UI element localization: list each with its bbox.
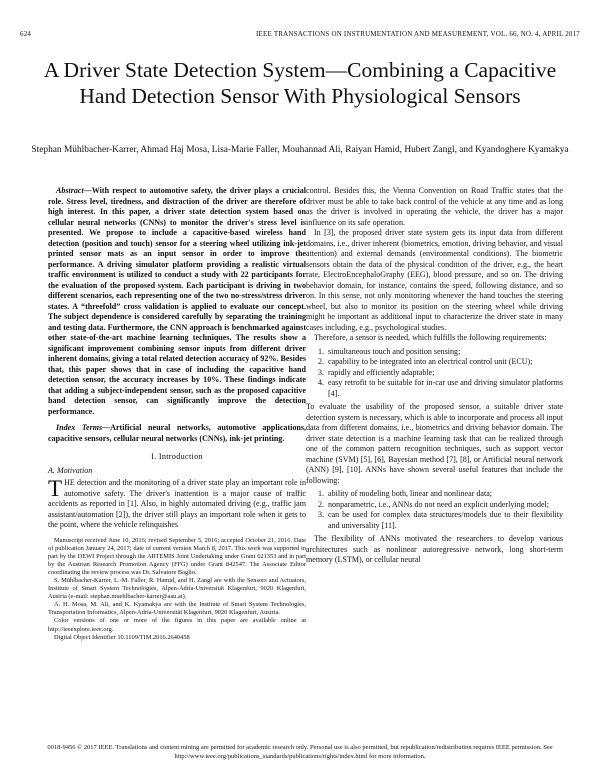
list-item: 3. can be used for complex data structures/models due to their flexibility and universality [11]. bbox=[326, 510, 563, 531]
list-item: 2. nonparametric, i.e., ANNs do not need an explicit underlying model; bbox=[326, 500, 563, 511]
body-paragraph-2: In [3], the proposed driver state system gets its input data from different domains, i.e., driver inherent (biometrics, emotion, driving behavior, and visual attention) and external demands (environmental conditions). The biometric sensors obtain the data of the physical condition of the driver, e.g., the heart rate, ElectroEncephaloGraphy (EEG), blood pressure, and so on. The driving behavior domain, for instance, contains the speed, following distance, and so on. In this sense, not only monitoring whenever the hand touches the steering wheel, but also to monitor its position on the steering wheel while driving might be important as additional input to characterize the driver state in many cases including, e.g., psychological studies. bbox=[306, 228, 563, 332]
list-item: 3. rapidly and efficiently adaptable; bbox=[326, 368, 563, 379]
intro-paragraph bbox=[48, 478, 306, 531]
right-column bbox=[306, 186, 563, 566]
requirements-list bbox=[306, 347, 563, 400]
footnote-manuscript: Manuscript received June 10, 2016; revised September 5, 2016; accepted October 21, 2016. Date of publication January 24, 2017; date of current version March 8, 2017. This work was supported in part by the DEWI Project through the ARTEMIS Joint Undertaking under Grant 621353 and in part by the Austrian Research Promotion Agency (FFG) under Grant 842547. The Associate Editor coordinating the review process was Dr. Salvatore Baglio. bbox=[48, 536, 306, 576]
footnotes bbox=[48, 537, 306, 642]
footnote-color: Color versions of one or more of the figures in this paper are available online at http://ieeexplore.ieee.org. bbox=[48, 617, 306, 633]
journal-header: IEEE TRANSACTIONS ON INSTRUMENTATION AND MEASUREMENT, VOL. 66, NO. 4, APRIL 2017 bbox=[256, 30, 580, 38]
body-paragraph-5: The flexibility of ANNs motivated the researchers to develop various architectures such as nonlinear autoregressive network, long short-term memory (LSTM), or cellular neural bbox=[306, 534, 563, 564]
abstract: Abstract—With respect to automotive safety, the driver plays a crucial role. Stress level, tiredness, and distraction of the driver are therefore of high interest. In this paper, a driver state detection system based on cellular neural networks (CNNs) to monitor the driver's stress level is presented. We propose to include a capacitive-based wireless hand detection (position and touch) sensor for a steering wheel utilizing ink-jet printed sensor mats as an input sensor in order to improve the performance. A driving simulator platform providing a realistic virtual traffic environment is utilized to conduct a study with 22 participants for the evaluation of the proposed system. Each participant is driving in two different scenarios, each representing one of the two no-stress/stress driver states. A “threefold” cross validation is applied to evaluate our concept. The subject dependence is considered carefully by separating the training and testing data. Furthermore, the CNN approach is benchmarked against other state-of-the-art machine learning techniques. The results show a significant improvement combining sensor inputs from different driver inherent domains, giving a total related detection accuracy of 92%. Besides that, this paper shows that in case of including the capacitive hand detection sensor, the accuracy increases by 10%. These findings indicate that adding a subject-independent sensor, such as the proposed capacitive hand detection sensor, can significantly improve the detection performance. bbox=[48, 186, 306, 416]
subsection-heading: A. Motivation bbox=[48, 465, 93, 475]
abstract-label: Abstract bbox=[56, 186, 84, 195]
intro-text: HE detection and the monitoring of a driver state play an important role in automotive safety. The driver's inattention is a major cause of traffic accidents as reported in [1]. Also, in highly automated driving (e.g., traffic jam assistant/automation [2]), the driver still plays an important role when it gets to the point, where the vehicle relinquishes bbox=[48, 478, 306, 529]
index-terms: Index Terms—Artificial neural networks, automotive applications, capacitive sensors, cellular neural networks (CNNs), ink-jet printing. bbox=[48, 423, 306, 443]
left-column bbox=[48, 186, 306, 642]
index-terms-text: Artificial neural networks, automotive applications, capacitive sensors, cellular neural networks (CNNs), ink-jet printing. bbox=[48, 423, 306, 443]
running-header bbox=[20, 30, 580, 42]
list-item: 2. capability to be integrated into an electrical control unit (ECU); bbox=[326, 357, 563, 368]
list-item: 1. simultaneous touch and position sensing; bbox=[326, 347, 563, 358]
drop-cap: T bbox=[48, 476, 63, 501]
author-list: Stephan Mühlbacher-Karrer, Ahmad Haj Mosa, Lisa-Marie Faller, Mouhannad Ali, Raiyan Hamid, Hubert Zangl, and Kyandoghere Kyamakya bbox=[31, 145, 569, 155]
footnote-doi: Digital Object Identifier 10.1109/TIM.2016.2640458 bbox=[54, 633, 190, 641]
copyright-footer: 0018-9456 © 2017 IEEE. Translations and content mining are permitted for academic research only. Personal use is also permitted, but republication/redistribution requires IEEE permission. See http://www.ieee.org/publications_standards/publications/rights/index.html for more information. bbox=[47, 744, 553, 760]
abstract-text: With respect to automotive safety, the driver plays a crucial role. Stress level, tiredness, and distraction of the driver are therefore of high interest. In this paper, a driver state detection system based on cellular neural networks (CNNs) to monitor the driver's stress level is presented. We propose to include a capacitive-based wireless hand detection (position and touch) sensor for a steering wheel utilizing ink-jet printed sensor mats as an input sensor in order to improve the performance. A driving simulator platform providing a realistic virtual traffic environment is utilized to conduct a study with 22 participants for the evaluation of the proposed system. Each participant is driving in two different scenarios, each representing one of the two no-stress/stress driver states. A “threefold” cross validation is applied to evaluate our concept. The subject dependence is considered carefully by separating the training and testing data. Furthermore, the CNN approach is benchmarked against other state-of-the-art machine learning techniques. The results show a significant improvement combining sensor inputs from different driver inherent domains, giving a total related detection accuracy of 92%. Besides that, this paper shows that in case of including the capacitive hand detection sensor, the accuracy increases by 10%. These findings indicate that adding a subject-independent sensor, such as the proposed capacitive hand detection sensor, can significantly improve the detection performance. bbox=[48, 186, 306, 416]
ann-features-list bbox=[306, 489, 563, 531]
body-paragraph-1: control. Besides this, the Vienna Convention on Road Traffic states that the driver must be able to take back control of the vehicle at any time and as long as the driver is involved in operating the vehicle, the driver has a major influence on its safe operation. bbox=[306, 186, 563, 227]
index-terms-label: Index Terms bbox=[56, 423, 103, 432]
footnote-affiliation-1: S. Mühlbacher-Karrer, L.-M. Faller, R. Hamid, and H. Zangl are with the Sensors and Actuators, Institute of Smart System Technologies, Alpen-Adria-Universität Klagenfurt, 9020 Klagenfurt, Austria (e-mail: stephan.muehlbacher-karrer@aau.at). bbox=[48, 576, 306, 601]
list-item: 4. easy retrofit to be suitable for in-car use and driving simulator platforms [4]. bbox=[326, 378, 563, 399]
section-heading: I. Introduction bbox=[151, 452, 203, 461]
list-item: 1. ability of modeling both, linear and nonlinear data; bbox=[326, 489, 563, 500]
paper-title: A Driver State Detection System—Combining a Capacitive Hand Detection Sensor With Physiological Sensors bbox=[43, 58, 557, 108]
body-paragraph-3: Therefore, a sensor is needed, which fulfills the following requirements: bbox=[314, 333, 547, 342]
page-number: 624 bbox=[20, 30, 32, 38]
body-paragraph-4: To evaluate the usability of the proposed sensor, a suitable driver state detection system is necessary, which is able to incorporate and process all input data from different domains, i.e., biometrics and driving behavior domain. The driver state detection is a machine learning task that can be realized through one of the common pattern recognition techniques, such as support vector machine (SVM) [5], [6], Bayesian method [7], [8], or Artificial neural network (ANN) [9], [10]. ANNs have shown several useful features that include the following: bbox=[306, 402, 563, 485]
footnote-affiliation-2: A. H. Mosa, M. Ali, and K. Kyamakya are with the Institute of Smart System Technologies, Transportation Informatics, Alpen-Adria-Universität Klagenfurt, 9020 Klagenfurt, Austria. bbox=[48, 601, 306, 617]
